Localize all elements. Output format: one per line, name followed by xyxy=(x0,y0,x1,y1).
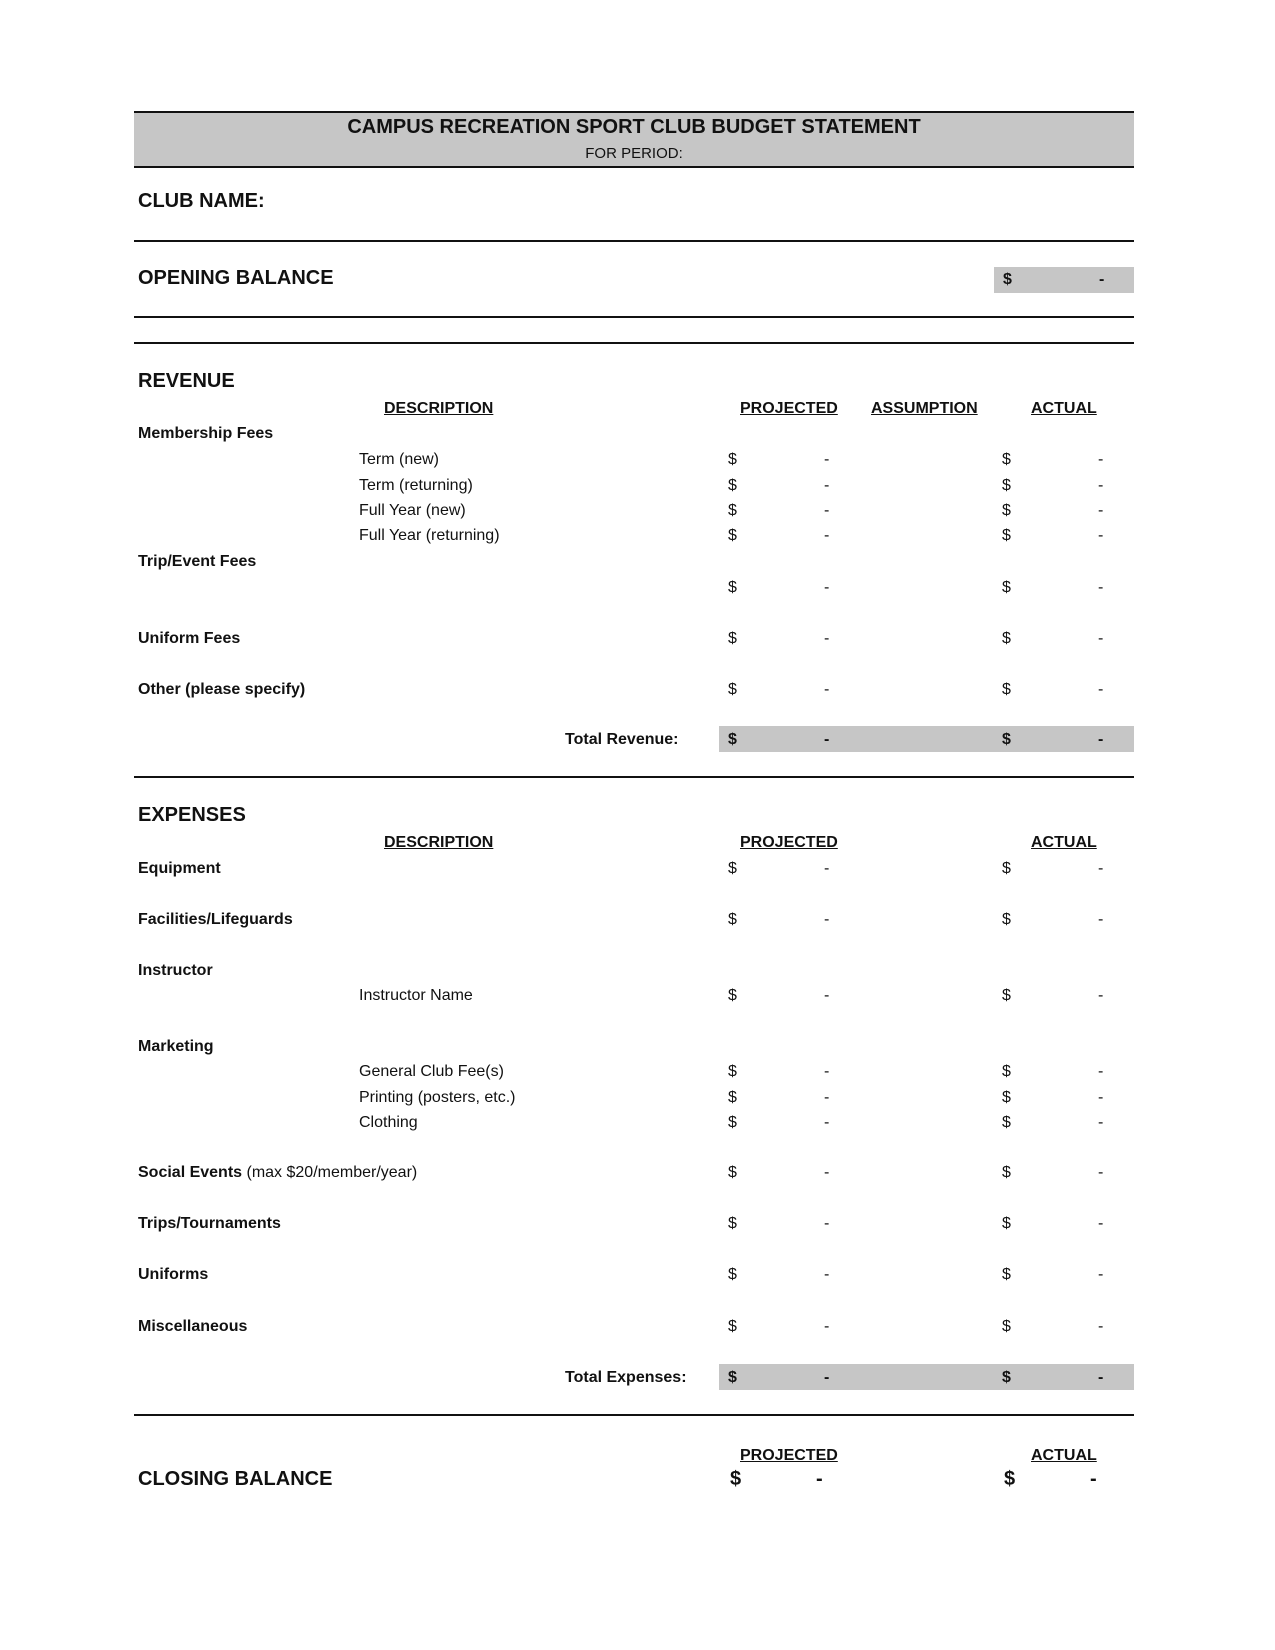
currency-symbol: $ xyxy=(728,630,737,647)
projected-value[interactable]: - xyxy=(824,1114,830,1131)
uniforms-category: Uniforms xyxy=(138,1266,209,1283)
trip-event-fees-category: Trip/Event Fees xyxy=(138,553,257,570)
projected-value[interactable]: - xyxy=(824,1266,830,1283)
currency-symbol: $ xyxy=(1002,502,1011,519)
actual-value[interactable]: - xyxy=(1098,860,1104,877)
projected-value[interactable]: - xyxy=(824,911,830,928)
club-name-label: CLUB NAME: xyxy=(138,190,265,212)
miscellaneous-category: Miscellaneous xyxy=(138,1318,248,1335)
currency-symbol: $ xyxy=(728,502,737,519)
uniform-fees-category: Uniform Fees xyxy=(138,630,241,647)
total-revenue-actual: - xyxy=(1098,731,1104,748)
actual-value[interactable]: - xyxy=(1098,502,1104,519)
currency-symbol: $ xyxy=(728,579,737,596)
opening-balance-label: OPENING BALANCE xyxy=(138,267,334,289)
total-expenses-row xyxy=(719,1364,1134,1390)
revenue-item-label: Full Year (new) xyxy=(359,502,466,519)
currency-symbol: $ xyxy=(728,527,737,544)
actual-value[interactable]: - xyxy=(1098,1266,1104,1283)
actual-value[interactable]: - xyxy=(1098,477,1104,494)
currency-symbol: $ xyxy=(728,911,737,928)
expense-item-label: General Club Fee(s) xyxy=(359,1063,504,1080)
currency-symbol: $ xyxy=(728,1215,737,1232)
revenue-heading: REVENUE xyxy=(138,370,235,392)
currency-symbol: $ xyxy=(1002,527,1011,544)
currency-symbol: $ xyxy=(1003,271,1012,288)
currency-symbol: $ xyxy=(728,731,737,748)
social-events-label: Social Events xyxy=(138,1164,243,1181)
projected-value[interactable]: - xyxy=(824,681,830,698)
equipment-category: Equipment xyxy=(138,860,221,877)
currency-symbol: $ xyxy=(1002,451,1011,468)
projected-value[interactable]: - xyxy=(824,477,830,494)
actual-value[interactable]: - xyxy=(1098,1318,1104,1335)
currency-symbol: $ xyxy=(728,1369,737,1386)
revenue-projected-header: PROJECTED xyxy=(740,400,838,417)
expense-item-label: Instructor Name xyxy=(359,987,473,1004)
membership-fees-category: Membership Fees xyxy=(138,425,274,442)
currency-symbol: $ xyxy=(1002,860,1011,877)
social-events-note: (max $20/member/year) xyxy=(246,1164,418,1181)
currency-symbol: $ xyxy=(1002,1266,1011,1283)
closing-actual-header: ACTUAL xyxy=(1031,1447,1097,1464)
total-revenue-label: Total Revenue: xyxy=(565,731,679,748)
revenue-item-label: Term (returning) xyxy=(359,477,473,494)
currency-symbol: $ xyxy=(1002,579,1011,596)
currency-symbol: $ xyxy=(1002,1063,1011,1080)
trips-category: Trips/Tournaments xyxy=(138,1215,281,1232)
currency-symbol: $ xyxy=(1002,1369,1011,1386)
currency-symbol: $ xyxy=(728,451,737,468)
social-events-category xyxy=(138,1164,417,1182)
actual-value[interactable]: - xyxy=(1098,1114,1104,1131)
currency-symbol: $ xyxy=(1002,1215,1011,1232)
revenue-item-label: Term (new) xyxy=(359,451,440,468)
revenue-assumption-header: ASSUMPTION xyxy=(871,400,978,417)
currency-symbol: $ xyxy=(1004,1468,1016,1490)
projected-value[interactable]: - xyxy=(824,1164,830,1181)
expense-item-label: Printing (posters, etc.) xyxy=(359,1089,516,1106)
revenue-actual-header: ACTUAL xyxy=(1031,400,1097,417)
facilities-category: Facilities/Lifeguards xyxy=(138,911,293,928)
total-expenses-actual: - xyxy=(1098,1369,1104,1386)
opening-balance-value: - xyxy=(1099,271,1105,288)
closing-balance-label: CLOSING BALANCE xyxy=(138,1468,333,1490)
expenses-actual-header: ACTUAL xyxy=(1031,834,1097,851)
projected-value[interactable]: - xyxy=(824,502,830,519)
currency-symbol: $ xyxy=(728,1063,737,1080)
currency-symbol: $ xyxy=(1002,681,1011,698)
expenses-heading: EXPENSES xyxy=(138,804,246,826)
expense-item-label: Clothing xyxy=(359,1114,418,1131)
total-expenses-label: Total Expenses: xyxy=(565,1369,687,1386)
revenue-description-header: DESCRIPTION xyxy=(384,400,494,417)
projected-value[interactable]: - xyxy=(824,860,830,877)
title-band xyxy=(134,111,1134,168)
closing-balance-actual: - xyxy=(1090,1468,1097,1490)
currency-symbol: $ xyxy=(1002,1089,1011,1106)
divider xyxy=(134,1414,1134,1416)
projected-value[interactable]: - xyxy=(824,1318,830,1335)
other-fees-category: Other (please specify) xyxy=(138,681,306,698)
actual-value[interactable]: - xyxy=(1098,987,1104,1004)
page-title: CAMPUS RECREATION SPORT CLUB BUDGET STATEMENT xyxy=(347,116,921,138)
currency-symbol: $ xyxy=(728,1164,737,1181)
actual-value[interactable]: - xyxy=(1098,1215,1104,1232)
actual-value[interactable]: - xyxy=(1098,911,1104,928)
divider xyxy=(134,316,1134,318)
currency-symbol: $ xyxy=(1002,1164,1011,1181)
projected-value[interactable]: - xyxy=(824,1089,830,1106)
divider xyxy=(134,240,1134,242)
instructor-category: Instructor xyxy=(138,962,213,979)
total-revenue-projected: - xyxy=(824,731,830,748)
currency-symbol: $ xyxy=(1002,477,1011,494)
projected-value[interactable]: - xyxy=(824,987,830,1004)
currency-symbol: $ xyxy=(728,987,737,1004)
currency-symbol: $ xyxy=(728,1266,737,1283)
currency-symbol: $ xyxy=(728,1089,737,1106)
currency-symbol: $ xyxy=(730,1468,742,1490)
expenses-projected-header: PROJECTED xyxy=(740,834,838,851)
actual-value[interactable]: - xyxy=(1098,451,1104,468)
currency-symbol: $ xyxy=(1002,630,1011,647)
total-expenses-projected: - xyxy=(824,1369,830,1386)
currency-symbol: $ xyxy=(728,1114,737,1131)
currency-symbol: $ xyxy=(1002,911,1011,928)
actual-value[interactable]: - xyxy=(1098,527,1104,544)
currency-symbol: $ xyxy=(728,1318,737,1335)
currency-symbol: $ xyxy=(728,477,737,494)
actual-value[interactable]: - xyxy=(1098,1164,1104,1181)
actual-value[interactable]: - xyxy=(1098,1063,1104,1080)
divider xyxy=(134,776,1134,778)
actual-value[interactable]: - xyxy=(1098,1089,1104,1106)
currency-symbol: $ xyxy=(728,681,737,698)
period-label: FOR PERIOD: xyxy=(585,145,683,162)
currency-symbol: $ xyxy=(1002,731,1011,748)
opening-balance-cell[interactable] xyxy=(994,267,1134,293)
closing-projected-header: PROJECTED xyxy=(740,1447,838,1464)
expenses-description-header: DESCRIPTION xyxy=(384,834,494,851)
currency-symbol: $ xyxy=(1002,1318,1011,1335)
divider xyxy=(134,342,1134,344)
currency-symbol: $ xyxy=(1002,1114,1011,1131)
projected-value[interactable]: - xyxy=(824,630,830,647)
actual-value[interactable]: - xyxy=(1098,579,1104,596)
projected-value[interactable]: - xyxy=(824,579,830,596)
marketing-category: Marketing xyxy=(138,1038,214,1055)
currency-symbol: $ xyxy=(728,860,737,877)
projected-value[interactable]: - xyxy=(824,1215,830,1232)
actual-value[interactable]: - xyxy=(1098,630,1104,647)
projected-value[interactable]: - xyxy=(824,527,830,544)
revenue-item-label: Full Year (returning) xyxy=(359,527,500,544)
currency-symbol: $ xyxy=(1002,987,1011,1004)
projected-value[interactable]: - xyxy=(824,451,830,468)
closing-balance-projected: - xyxy=(816,1468,823,1490)
projected-value[interactable]: - xyxy=(824,1063,830,1080)
actual-value[interactable]: - xyxy=(1098,681,1104,698)
total-revenue-row xyxy=(719,726,1134,752)
